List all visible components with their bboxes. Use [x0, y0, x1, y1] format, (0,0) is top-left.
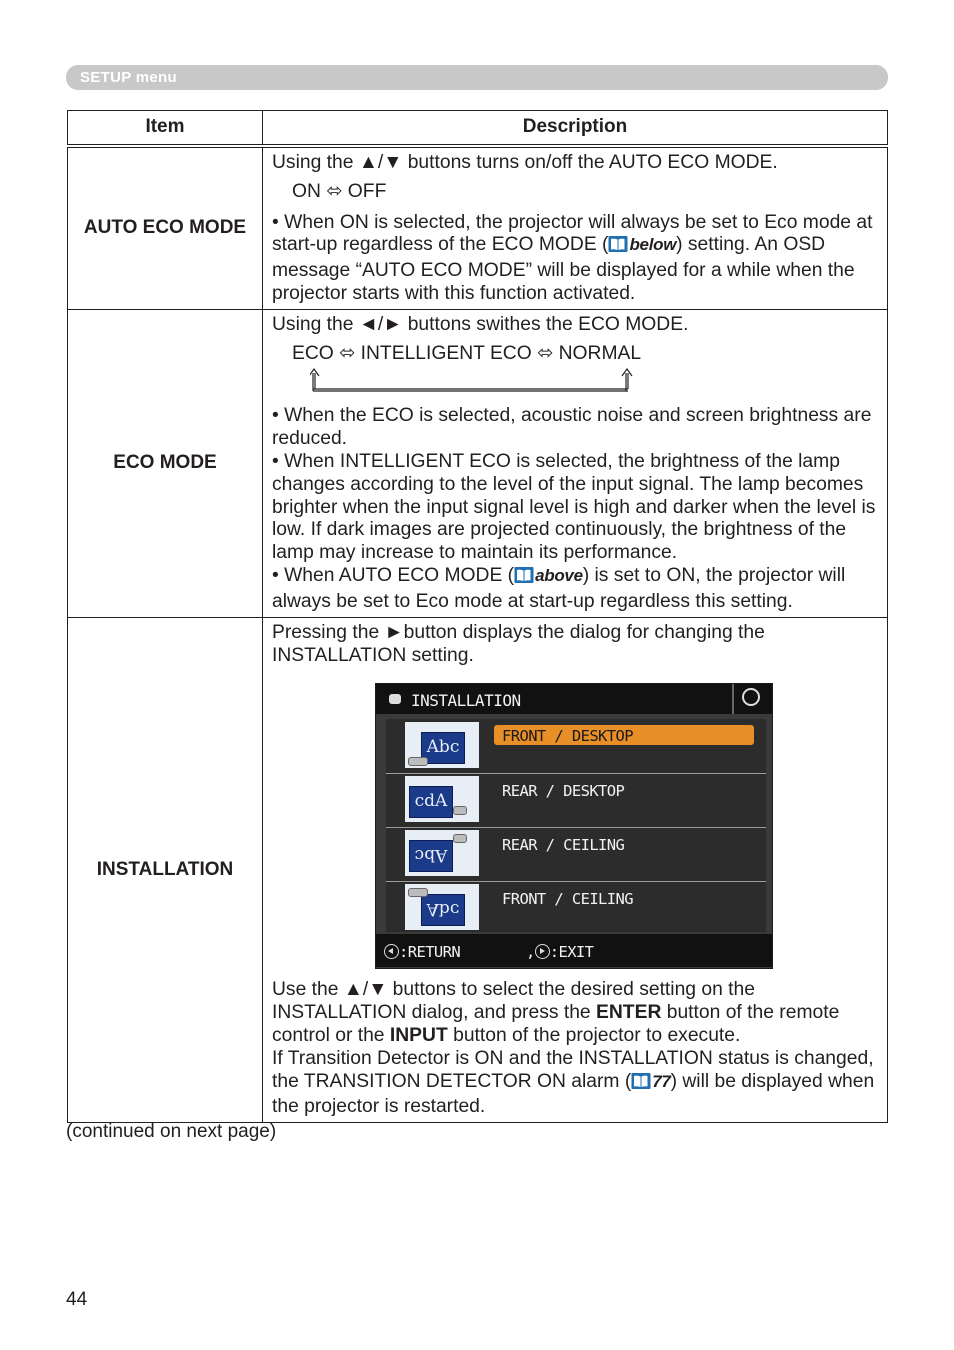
auto-eco-cycle: ON ⬄ OFF	[292, 180, 387, 202]
header-item: Item	[68, 111, 263, 147]
description-eco-mode	[263, 309, 888, 617]
menu-tab-icon	[389, 694, 401, 704]
eco-mode-cycle: ECO ⬄ INTELLIGENT ECO ⬄ NORMAL	[292, 342, 642, 364]
book-reference-icon	[631, 1072, 651, 1097]
front-ceiling-thumbnail: Abc	[405, 884, 479, 930]
osd-footer	[376, 934, 772, 967]
osd-corner-box	[732, 684, 772, 714]
osd-option-front-desktop[interactable]	[386, 719, 766, 774]
description-installation	[263, 617, 888, 1122]
item-eco-mode: ECO MODE	[68, 309, 263, 617]
osd-option-rear-desktop[interactable]	[386, 773, 766, 828]
eco-mode-usage: Using the ◄/► buttons swithes the ECO MODE.	[272, 313, 689, 335]
book-reference-icon	[514, 566, 534, 591]
auto-eco-bullet-b: ) setting. An OSD message “AUTO ECO MODE” will be displayed for a while when the projector starts with this function activated.	[272, 234, 855, 304]
osd-return-hint[interactable]: :RETURN	[384, 941, 460, 964]
front-desktop-thumbnail: Abc	[405, 722, 479, 768]
header-description: Description	[263, 111, 888, 147]
setup-menu-table	[67, 110, 888, 1123]
auto-eco-bullet-a: • When ON is selected, the projector will always be set to Eco mode at start-up regardless of the ECO MODE (	[272, 211, 873, 256]
rotate-icon	[742, 688, 760, 706]
item-auto-eco-mode: AUTO ECO MODE	[68, 146, 263, 309]
section-title: SETUP menu	[80, 69, 177, 86]
projector-icon	[408, 757, 428, 766]
section-header-bar	[66, 65, 888, 90]
installation-usage: Use the ▲/▼ buttons to select the desired setting on the INSTALLATION dialog, and press the ENTER button of the remote control or the INPUT button of the projector to execute.	[272, 979, 840, 1046]
rear-ceiling-thumbnail: Abc	[405, 830, 479, 876]
eco-mode-bullet-1: • When the ECO is selected, acoustic noise and screen brightness are reduced.	[272, 405, 872, 450]
projector-icon	[453, 834, 467, 843]
reference-link-above[interactable]: above	[535, 565, 583, 585]
installation-intro: Pressing the ►button displays the dialog for changing the INSTALLATION setting.	[272, 621, 765, 666]
table-header-row	[68, 111, 888, 147]
auto-eco-usage: Using the ▲/▼ buttons turns on/off the AUTO ECO MODE.	[272, 152, 778, 173]
auto-eco-bullet	[272, 212, 878, 306]
installation-transition-note: If Transition Detector is ON and the INSTALLATION status is changed, the TRANSITION DETECTOR ON alarm ( 77) will be displayed when the projector is restarted.	[272, 1047, 875, 1118]
projector-icon	[453, 806, 467, 815]
right-button-icon	[535, 944, 550, 959]
eco-mode-bullet-2: • When INTELLIGENT ECO is selected, the brightness of the lamp changes according to the level of the input signal. The lamp becomes brighter when the input signal level is high and darker when the level is low. If dark images are projected continuously, the brightness of the lamp may increase to maintain its performance.	[272, 450, 876, 564]
osd-option-list	[386, 719, 766, 932]
table-row	[68, 309, 888, 617]
reference-link-77[interactable]: 77	[652, 1071, 671, 1091]
table-row	[68, 617, 888, 1122]
projector-icon	[408, 888, 428, 897]
page-number: 44	[66, 1289, 88, 1310]
description-auto-eco-mode	[263, 146, 888, 309]
installation-osd-dialog	[375, 683, 773, 969]
osd-option-label: REAR / CEILING	[502, 836, 625, 855]
eco-mode-bullet-3-a: • When AUTO ECO MODE (	[272, 564, 515, 586]
table-row	[68, 146, 888, 309]
reference-link-below[interactable]: below	[629, 235, 677, 255]
osd-title: INSTALLATION	[411, 691, 521, 711]
left-button-icon	[384, 944, 399, 959]
osd-option-rear-ceiling[interactable]	[386, 827, 766, 882]
cycle-return-arrow	[310, 365, 640, 405]
osd-option-label: REAR / DESKTOP	[502, 782, 625, 801]
eco-mode-bullet-3	[272, 565, 878, 614]
enter-button-name: ENTER	[596, 1002, 662, 1024]
rear-desktop-thumbnail: cdA	[405, 776, 479, 822]
osd-option-front-ceiling[interactable]	[386, 881, 766, 935]
continued-note: (continued on next page)	[66, 1121, 277, 1142]
book-reference-icon	[608, 235, 628, 260]
input-button-name: INPUT	[389, 1024, 448, 1046]
osd-option-label: FRONT / CEILING	[502, 890, 633, 909]
osd-title-bar	[376, 684, 732, 714]
osd-exit-hint[interactable]: , :EXIT	[526, 943, 594, 962]
osd-option-label: FRONT / DESKTOP	[494, 725, 754, 745]
eco-mode-bullet-3-b: ) is set to ON, the projector will always be set to Eco mode at start-up regardless this setting.	[272, 564, 846, 612]
item-installation: INSTALLATION	[68, 617, 263, 1122]
